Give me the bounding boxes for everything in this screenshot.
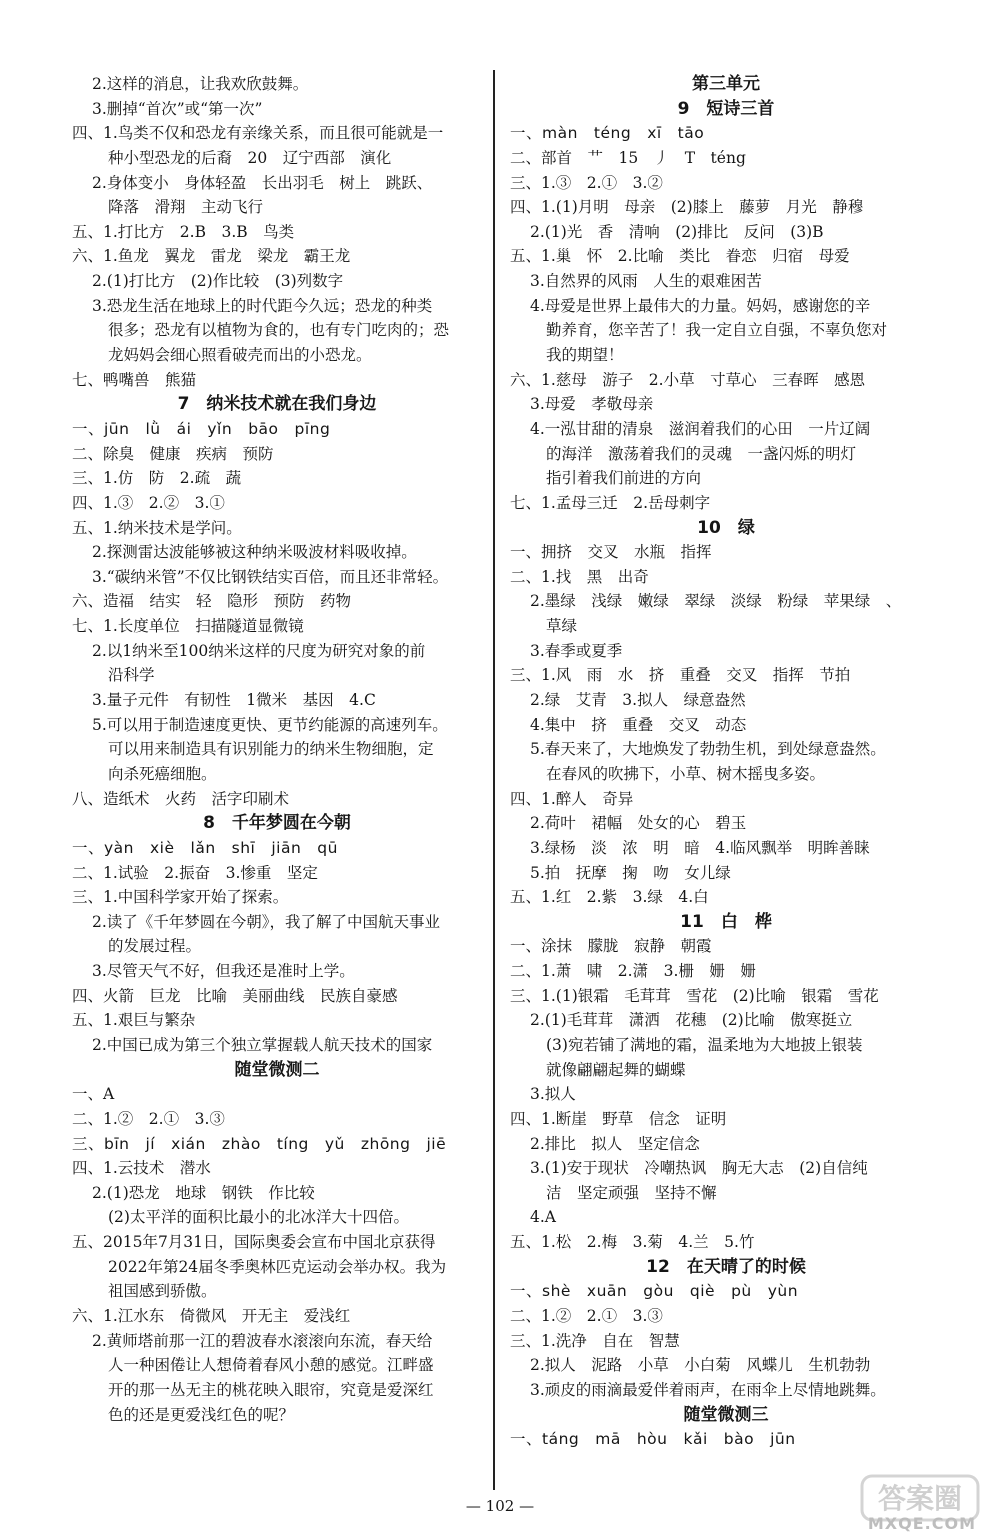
- answer-line: 五、1.艰巨与繁杂: [72, 1011, 196, 1030]
- answer-line: 在春风的吹拂下，小草、树木摇曳多姿。: [546, 764, 826, 783]
- answer-line: 五、1.打比方 2.B 3.B 鸟类: [72, 222, 295, 241]
- answer-line: 2.墨绿 浅绿 嫩绿 翠绿 淡绿 粉绿 苹果绿 、: [530, 592, 902, 611]
- answer-line: 龙妈妈会细心照看破壳而出的小恐龙。: [108, 346, 372, 365]
- answer-line: 3.(1)安于现状 冷嘲热讽 胸无大志 (2)自信纯: [530, 1159, 868, 1178]
- answer-line: 的发展过程。: [108, 937, 202, 956]
- section-title: 8 千年梦圆在今朝: [203, 813, 351, 834]
- answer-line: 我的期望！: [546, 346, 624, 365]
- answer-line: 二、1.试验 2.振奋 3.惨重 坚定: [72, 863, 318, 882]
- answer-line: 五、1.松 2.梅 3.菊 4.兰 5.竹: [510, 1233, 755, 1252]
- answer-line: 五、1.红 2.紫 3.绿 4.白: [510, 888, 709, 907]
- answer-line: 勤养育，您辛苦了！我一定自立自强，不辜负您对: [546, 321, 888, 340]
- answer-line: 种小型恐龙的后裔 20 辽宁西部 演化: [108, 148, 392, 167]
- section-title: 9 短诗三首: [677, 98, 775, 119]
- answer-line: 四、1.③ 2.② 3.①: [72, 493, 225, 512]
- answer-line: 3.拟人: [530, 1085, 576, 1104]
- pinyin-answer-line: 一、jūn lǜ ái yǐn bāo pīng: [72, 419, 331, 438]
- answer-line: 2.(1)恐龙 地球 钢铁 作比较: [92, 1183, 315, 1202]
- answer-line: 一、A: [72, 1085, 115, 1104]
- answer-line: 二、1.② 2.① 3.③: [510, 1307, 663, 1326]
- answer-line: 2.黄师塔前那一江的碧波春水滚滚向东流，春天给: [92, 1331, 433, 1350]
- answer-line: 2.身体变小 身体轻盈 长出羽毛 树上 跳跃、: [92, 173, 433, 192]
- answer-line: 3.春季或夏季: [530, 641, 623, 660]
- answer-line: 2.(1)光 香 清响 (2)排比 反问 (3)B: [530, 222, 824, 241]
- answer-line: 三、1.中国科学家开始了探索。: [72, 888, 289, 907]
- section-title: 7 纳米技术就在我们身边: [177, 394, 377, 415]
- answer-line: 祖国感到骄傲。: [108, 1282, 217, 1301]
- answer-line: (2)太平洋的面积比最小的北冰洋大十四倍。: [108, 1208, 409, 1227]
- answer-line: 二、部首 艹 15 丿 T téng: [510, 148, 746, 167]
- answer-line: 二、1.找 黑 出奇: [510, 567, 649, 586]
- answer-line: 开的那一丛无主的桃花映入眼帘，究竟是爱深红: [108, 1380, 434, 1399]
- answer-line: 四、1.鸟类不仅和恐龙有亲缘关系，而且很可能就是一: [72, 124, 444, 143]
- section-title: 随堂微测三: [683, 1404, 769, 1425]
- answer-line: 三、1.洗净 自在 智慧: [510, 1331, 680, 1350]
- answer-line: (3)宛若铺了满地的霜，温柔地为大地披上银装: [546, 1035, 863, 1054]
- answer-line: 3.母爱 孝敬母亲: [530, 395, 654, 414]
- answer-line: 很多；恐龙有以植物为食的，也有专门吃肉的；恐: [108, 321, 450, 340]
- answer-line: 色的还是更爱浅红色的呢？: [108, 1405, 295, 1424]
- answer-line: 沿科学: [108, 666, 155, 685]
- answer-line: 五、2015年7月31日，国际奥委会宣布中国北京获得: [72, 1233, 436, 1252]
- pinyin-answer-line: 三、bīn jí xián zhào tíng yǔ zhōng jiē: [72, 1134, 447, 1153]
- answer-line: 指引着我们前进的方向: [546, 469, 702, 488]
- page-number: — 102 —: [465, 1497, 535, 1515]
- answer-line: 2.绿 艾青 3.拟人 绿意盎然: [530, 691, 746, 710]
- answer-line: 3.量子元件 有韧性 1微米 基因 4.C: [92, 691, 376, 710]
- right-column: [510, 72, 942, 1452]
- answer-line: 一、拥挤 交叉 水瓶 指挥: [510, 543, 712, 562]
- answer-line: 八、造纸术 火药 活字印刷术: [72, 789, 290, 808]
- answer-line: 七、鸭嘴兽 熊猫: [72, 370, 197, 389]
- answer-line: 二、除臭 健康 疾病 预防: [72, 444, 274, 463]
- answer-line: 四、火箭 巨龙 比喻 美丽曲线 民族自豪感: [72, 986, 398, 1005]
- answer-line: 4.集中 挤 重叠 交叉 动态: [530, 715, 747, 734]
- answer-line: 三、1.③ 2.① 3.②: [510, 173, 663, 192]
- answer-line: 3.尽管天气不好，但我还是准时上学。: [92, 962, 355, 981]
- answer-line: 3.顽皮的雨滴最爱伴着雨声，在雨伞上尽情地跳舞。: [530, 1380, 886, 1399]
- answer-line: 2.中国已成为第三个独立掌握载人航天技术的国家: [92, 1035, 433, 1054]
- answer-line: 3.“碳纳米管”不仅比钢铁结实百倍，而且还非常轻。: [92, 567, 449, 586]
- answer-line: 二、1.萧 啸 2.潇 3.栅 姗 姗: [510, 962, 756, 981]
- answer-line: 4.一泓甘甜的清泉 滋润着我们的心田 一片辽阔: [530, 419, 871, 438]
- answer-line: 2.以1纳米至100纳米这样的尺度为研究对象的前: [92, 641, 426, 660]
- answer-line: 向杀死癌细胞。: [108, 764, 217, 783]
- answer-line: 2.探测雷达波能够被这种纳米吸波材料吸收掉。: [92, 543, 417, 562]
- pinyin-answer-line: 一、shè xuān gòu qiè pù yùn: [510, 1282, 799, 1301]
- answer-line: 5.拍 抚摩 掬 吻 女儿绿: [530, 863, 731, 882]
- answer-line: 六、造福 结实 轻 隐形 预防 药物: [72, 592, 352, 611]
- answer-line: 的海洋 激荡着我们的灵魂 一盏闪烁的明灯: [546, 444, 857, 463]
- answer-line: 2.读了《千年梦圆在今朝》，我了解了中国航天事业: [92, 912, 441, 931]
- answer-line: 5.春天来了，大地焕发了勃勃生机，到处绿意盎然。: [530, 740, 886, 759]
- answer-line: 可以用来制造具有识别能力的纳米生物细胞，定: [108, 740, 434, 759]
- answer-line: 3.删掉“首次”或“第一次”: [92, 99, 263, 118]
- answer-line: 就像翩翩起舞的蝴蝶: [546, 1060, 686, 1079]
- answer-line: 2.排比 拟人 坚定信念: [530, 1134, 700, 1153]
- answer-line: 2022年第24届冬季奥林匹克运动会举办权。我为: [108, 1257, 447, 1276]
- pinyin-answer-line: 一、táng mā hòu kǎi bào jūn: [510, 1430, 796, 1449]
- answer-line: 2.(1)毛茸茸 潇洒 花穗 (2)比喻 傲寒挺立: [530, 1011, 853, 1030]
- answer-line: 4.母爱是世界上最伟大的力量。妈妈，感谢您的辛: [530, 296, 871, 315]
- column-divider: [493, 70, 495, 1490]
- answer-line: 六、1.慈母 游子 2.小草 寸草心 三春晖 感恩: [510, 370, 866, 389]
- section-title: 第三单元: [692, 74, 760, 94]
- answer-line: 3.自然界的风雨 人生的艰难困苦: [530, 272, 762, 291]
- answer-line: 七、1.孟母三迁 2.岳母刺字: [510, 493, 711, 512]
- answer-line: 四、1.断崖 野草 信念 证明: [510, 1109, 727, 1128]
- answer-line: 五、1.巢 怀 2.比喻 类比 眷恋 归宿 母爱: [510, 247, 850, 266]
- answer-line: 草绿: [546, 617, 578, 636]
- watermark-text: MXQE.COM: [867, 1514, 976, 1533]
- answer-line: 二、1.② 2.① 3.③: [72, 1109, 225, 1128]
- answer-line: 三、1.风 雨 水 挤 重叠 交叉 指挥 节拍: [510, 666, 851, 685]
- answer-line: 5.可以用于制造速度更快、更节约能源的高速列车。: [92, 715, 448, 734]
- answer-line: 人一种困倦让人想倚着春风小憩的感觉。江畔盛: [108, 1356, 434, 1375]
- answer-line: 4.A: [530, 1208, 556, 1227]
- answer-line: 3.恐龙生活在地球上的时代距今久远；恐龙的种类: [92, 296, 433, 315]
- svg-text:答案圈: 答案圈: [877, 1482, 963, 1515]
- section-title: 12 在天晴了的时候: [646, 1256, 806, 1277]
- answer-line: 降落 滑翔 主动飞行: [108, 198, 264, 217]
- answer-line: 3.绿杨 淡 浓 明 暗 4.临风飘举 明眸善睐: [530, 838, 870, 857]
- section-title: 10 绿: [697, 517, 755, 538]
- answer-line: 洁 坚定顽强 坚持不懈: [546, 1183, 717, 1202]
- answer-line: 2.拟人 泥路 小草 小白菊 风蝶儿 生机勃勃: [530, 1356, 871, 1375]
- answer-line: 四、1.云技术 潜水: [72, 1159, 211, 1178]
- answer-line: 七、1.长度单位 扫描隧道显微镜: [72, 617, 304, 636]
- answer-line: 三、1.(1)银霜 毛茸茸 雪花 (2)比喻 银霜 雪花: [510, 986, 879, 1005]
- answer-line: 2.这样的消息，让我欢欣鼓舞。: [92, 75, 309, 93]
- section-title: 11 白 桦: [680, 911, 772, 932]
- pinyin-answer-line: 一、yàn xiè lǎn shī jiān qū: [72, 838, 338, 857]
- answer-line: 三、1.仿 防 2.疏 蔬: [72, 469, 242, 488]
- answer-line: 四、1.(1)月明 母亲 (2)膝上 藤萝 月光 静穆: [510, 198, 864, 217]
- answer-line: 2.(1)打比方 (2)作比较 (3)列数字: [92, 272, 344, 291]
- left-column: [72, 72, 482, 1427]
- answer-line: 六、1.鱼龙 翼龙 雷龙 梁龙 霸王龙: [72, 247, 351, 266]
- answer-line: 2.荷叶 裙幅 处女的心 碧玉: [530, 814, 747, 833]
- answer-line: 一、涂抹 朦胧 寂静 朝霞: [510, 937, 712, 956]
- answer-line: 六、1.江水东 倚微风 开无主 爱浅红: [72, 1307, 351, 1326]
- answer-line: 四、1.醉人 奇异: [510, 789, 634, 808]
- answer-line: 五、1.纳米技术是学问。: [72, 518, 242, 537]
- section-title: 随堂微测二: [234, 1059, 320, 1080]
- pinyin-answer-line: 一、màn téng xī tāo: [510, 124, 705, 143]
